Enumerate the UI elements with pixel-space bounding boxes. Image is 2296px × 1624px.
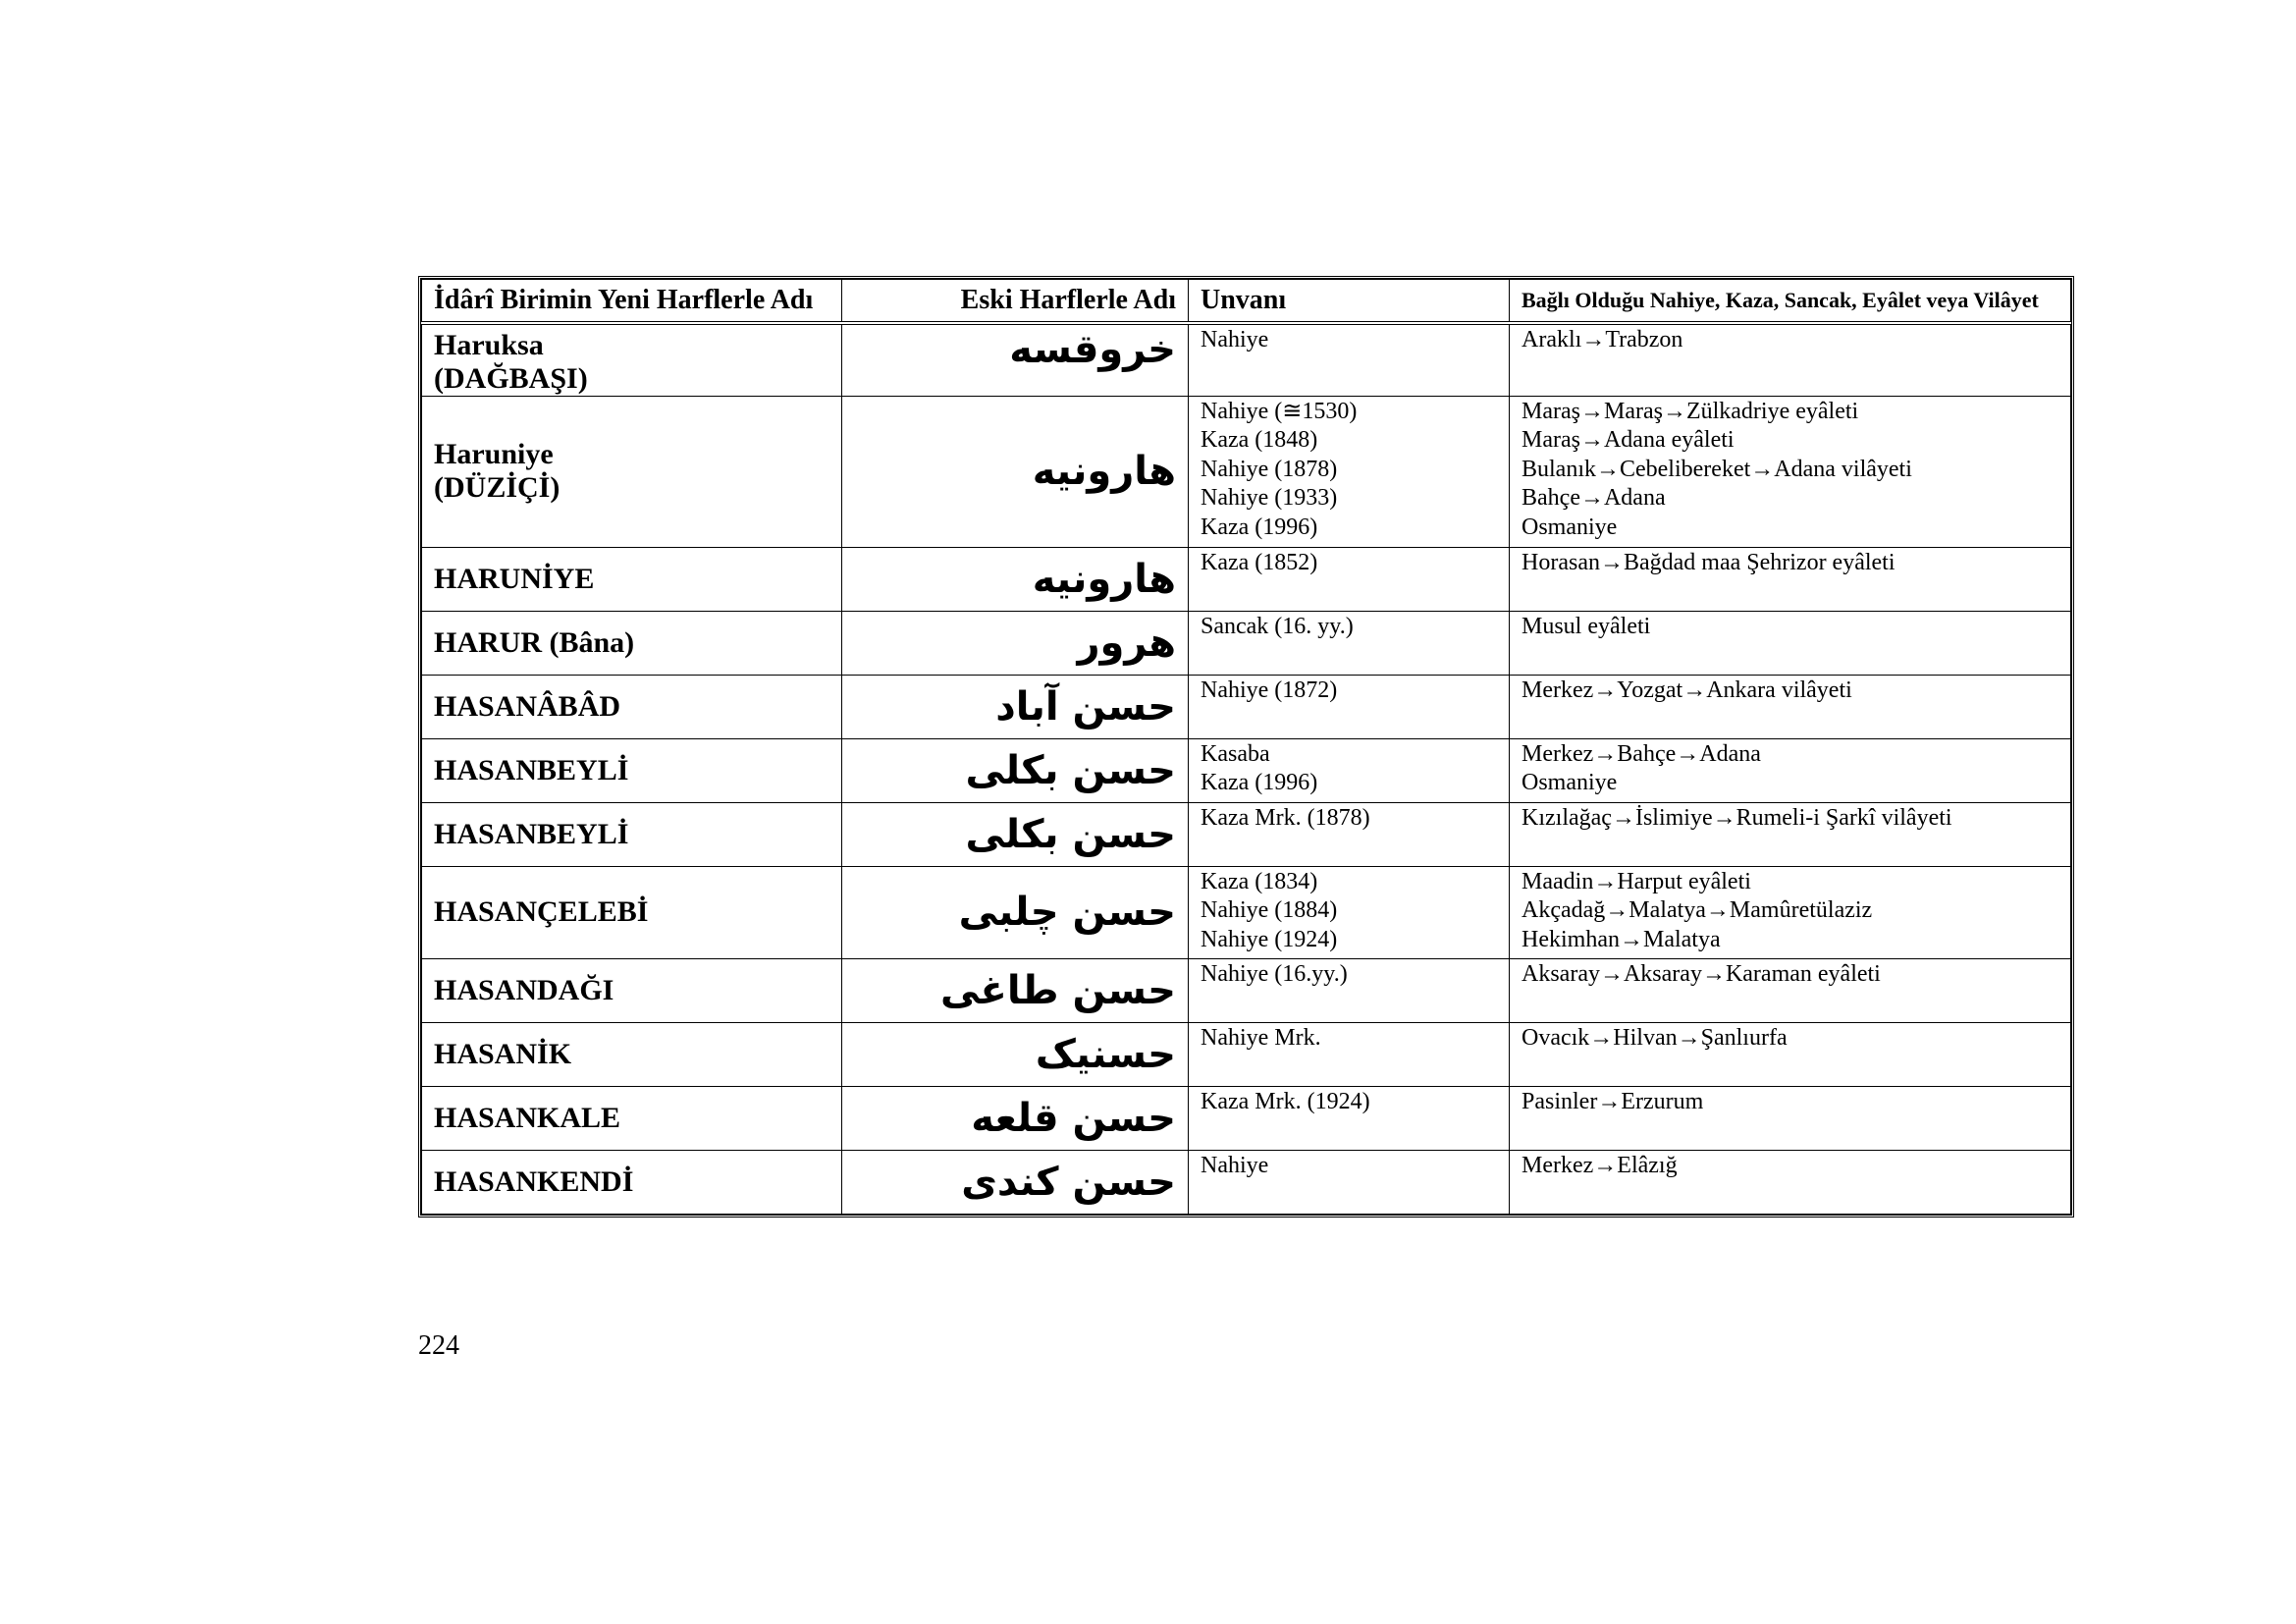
- unit-parent-line: Maadin→Harput eyâleti: [1522, 868, 1751, 894]
- unit-old-name: حسن چلبى: [842, 866, 1189, 958]
- unit-parent-line: Osmaniye: [1522, 770, 1618, 795]
- unit-title-line: Nahiye (1884): [1201, 897, 1338, 923]
- unit-parent: [1510, 866, 2071, 958]
- unit-title: [1189, 611, 1510, 675]
- unit-old-name: حسنيک: [842, 1022, 1189, 1086]
- unit-parent: [1510, 1150, 2071, 1214]
- unit-new-name-line: Haruksa: [434, 328, 544, 361]
- unit-title-line: Kaza Mrk. (1878): [1201, 804, 1370, 831]
- header-old-name: Eski Harflerle Adı: [842, 280, 1189, 323]
- unit-new-name-line: HARUR (Bâna): [434, 625, 635, 659]
- table-header: [422, 280, 2071, 323]
- table-row: [422, 323, 2071, 397]
- header-title: Unvanı: [1189, 280, 1510, 323]
- unit-title-line: Nahiye: [1201, 326, 1269, 352]
- unit-parent: [1510, 675, 2071, 738]
- admin-units-table-frame: [418, 276, 2074, 1218]
- unit-new-name-line: HASANİK: [434, 1037, 572, 1070]
- unit-title-line: Kasaba: [1201, 740, 1270, 767]
- unit-parent-line: Musul eyâleti: [1522, 613, 1651, 639]
- unit-title-line: Nahiye (16.yy.): [1201, 960, 1348, 987]
- unit-parent: [1510, 611, 2071, 675]
- unit-parent-line: Horasan→Bağdad maa Şehrizor eyâleti: [1522, 549, 1896, 575]
- unit-title-line: Nahiye (1924): [1201, 926, 1338, 952]
- unit-new-name-line: HASANDAĞI: [434, 973, 614, 1006]
- unit-title-line: Kaza Mrk. (1924): [1201, 1088, 1370, 1114]
- unit-parent-line: Hekimhan→Malatya: [1522, 926, 1721, 952]
- unit-title: [1189, 547, 1510, 611]
- unit-parent-line: Merkez→Yozgat→Ankara vilâyeti: [1522, 677, 1852, 703]
- header-new-name: İdârî Birimin Yeni Harflerle Adı: [422, 280, 842, 323]
- table-row: [422, 1022, 2071, 1086]
- table-row: [422, 1150, 2071, 1214]
- unit-parent-line: Merkez→Elâzığ: [1522, 1152, 1678, 1178]
- unit-new-name-line: HARUNİYE: [434, 562, 595, 595]
- unit-title-line: Nahiye (1872): [1201, 677, 1338, 703]
- unit-title: [1189, 1150, 1510, 1214]
- unit-new-name-line: HASANÂBÂD: [434, 689, 621, 723]
- unit-parent: [1510, 547, 2071, 611]
- unit-title-line: Nahiye (1878): [1201, 456, 1338, 482]
- unit-title-line: Nahiye (1933): [1201, 485, 1338, 511]
- unit-parent-line: Osmaniye: [1522, 514, 1618, 540]
- unit-new-name: [422, 1086, 842, 1150]
- unit-parent-line: Araklı→Trabzon: [1522, 326, 1683, 352]
- unit-title: [1189, 396, 1510, 547]
- unit-new-name-line: HASANKALE: [434, 1101, 621, 1134]
- unit-new-name-line: HASANBEYLİ: [434, 817, 629, 850]
- unit-title: [1189, 738, 1510, 802]
- unit-title-line: Nahiye: [1201, 1152, 1269, 1178]
- unit-title-line: Nahiye (≅1530): [1201, 398, 1358, 424]
- unit-new-name: [422, 323, 842, 397]
- unit-new-name: [422, 396, 842, 547]
- table-row: [422, 675, 2071, 738]
- unit-title-line: Nahiye Mrk.: [1201, 1024, 1321, 1051]
- table-row: [422, 866, 2071, 958]
- unit-title-line: Kaza (1996): [1201, 514, 1318, 540]
- unit-parent: [1510, 738, 2071, 802]
- unit-parent-line: Bahçe→Adana: [1522, 485, 1666, 511]
- page-number: 224: [418, 1330, 459, 1361]
- unit-title: [1189, 1086, 1510, 1150]
- unit-old-name: حسن بكلى: [842, 802, 1189, 866]
- unit-new-name: [422, 866, 842, 958]
- unit-old-name: حسن قلعه: [842, 1086, 1189, 1150]
- unit-parent-line: Maraş→Maraş→Zülkadriye eyâleti: [1522, 398, 1859, 424]
- unit-title-line: Kaza (1996): [1201, 770, 1318, 795]
- unit-title: [1189, 675, 1510, 738]
- table-row: [422, 738, 2071, 802]
- unit-new-name-line: HASANÇELEBİ: [434, 895, 649, 928]
- header-parent: Bağlı Olduğu Nahiye, Kaza, Sancak, Eyâlet veya Vilâyet: [1510, 280, 2071, 323]
- unit-new-name-line: HASANKENDİ: [434, 1164, 634, 1198]
- unit-title: [1189, 1022, 1510, 1086]
- header-row: [422, 280, 2071, 323]
- unit-new-name: [422, 738, 842, 802]
- unit-new-name: [422, 958, 842, 1022]
- unit-parent-line: Bulanık→Cebelibereket→Adana vilâyeti: [1522, 456, 1912, 482]
- unit-title-line: Kaza (1848): [1201, 427, 1318, 453]
- unit-old-name: هارونيه: [842, 547, 1189, 611]
- unit-parent-line: Akçadağ→Malatya→Mamûretülaziz: [1522, 897, 1873, 923]
- unit-parent-line: Pasinler→Erzurum: [1522, 1088, 1704, 1114]
- unit-new-name: [422, 675, 842, 738]
- unit-old-name: حسن كندى: [842, 1150, 1189, 1214]
- unit-old-name: حسن طاغى: [842, 958, 1189, 1022]
- table-body: [422, 323, 2071, 1215]
- unit-old-name: حسن بكلى: [842, 738, 1189, 802]
- unit-title: [1189, 866, 1510, 958]
- unit-parent-line: Maraş→Adana eyâleti: [1522, 427, 1735, 453]
- unit-parent: [1510, 802, 2071, 866]
- table-row: [422, 958, 2071, 1022]
- unit-old-name: حسن آباد: [842, 675, 1189, 738]
- unit-title-line: Kaza (1834): [1201, 868, 1318, 894]
- unit-parent: [1510, 323, 2071, 397]
- unit-new-name: [422, 547, 842, 611]
- unit-new-name: [422, 1022, 842, 1086]
- admin-units-table: [421, 279, 2071, 1215]
- unit-new-name-line: (DÜZİÇİ): [434, 471, 561, 504]
- unit-new-name-line: Haruniye: [434, 438, 554, 470]
- unit-parent: [1510, 1086, 2071, 1150]
- unit-title-line: Kaza (1852): [1201, 549, 1318, 575]
- table-row: [422, 547, 2071, 611]
- table-row: [422, 802, 2071, 866]
- unit-title: [1189, 323, 1510, 397]
- unit-title: [1189, 958, 1510, 1022]
- unit-old-name: هارونيه: [842, 396, 1189, 547]
- unit-parent-line: Merkez→Bahçe→Adana: [1522, 740, 1761, 767]
- unit-new-name: [422, 611, 842, 675]
- unit-parent-line: Kızılağaç→İslimiye→Rumeli-i Şarkî vilâyeti: [1522, 804, 1952, 831]
- unit-new-name-line: HASANBEYLİ: [434, 753, 629, 786]
- unit-new-name-line: (DAĞBAŞI): [434, 361, 588, 395]
- unit-parent: [1510, 396, 2071, 547]
- unit-new-name: [422, 802, 842, 866]
- unit-new-name: [422, 1150, 842, 1214]
- table-row: [422, 396, 2071, 547]
- unit-title: [1189, 802, 1510, 866]
- unit-parent-line: Aksaray→Aksaray→Karaman eyâleti: [1522, 960, 1881, 987]
- unit-old-name: هرور: [842, 611, 1189, 675]
- unit-title-line: Sancak (16. yy.): [1201, 613, 1354, 639]
- unit-parent-line: Ovacık→Hilvan→Şanlıurfa: [1522, 1024, 1788, 1051]
- unit-parent: [1510, 1022, 2071, 1086]
- unit-old-name: خروقسه: [842, 323, 1189, 397]
- unit-parent: [1510, 958, 2071, 1022]
- table-row: [422, 611, 2071, 675]
- table-row: [422, 1086, 2071, 1150]
